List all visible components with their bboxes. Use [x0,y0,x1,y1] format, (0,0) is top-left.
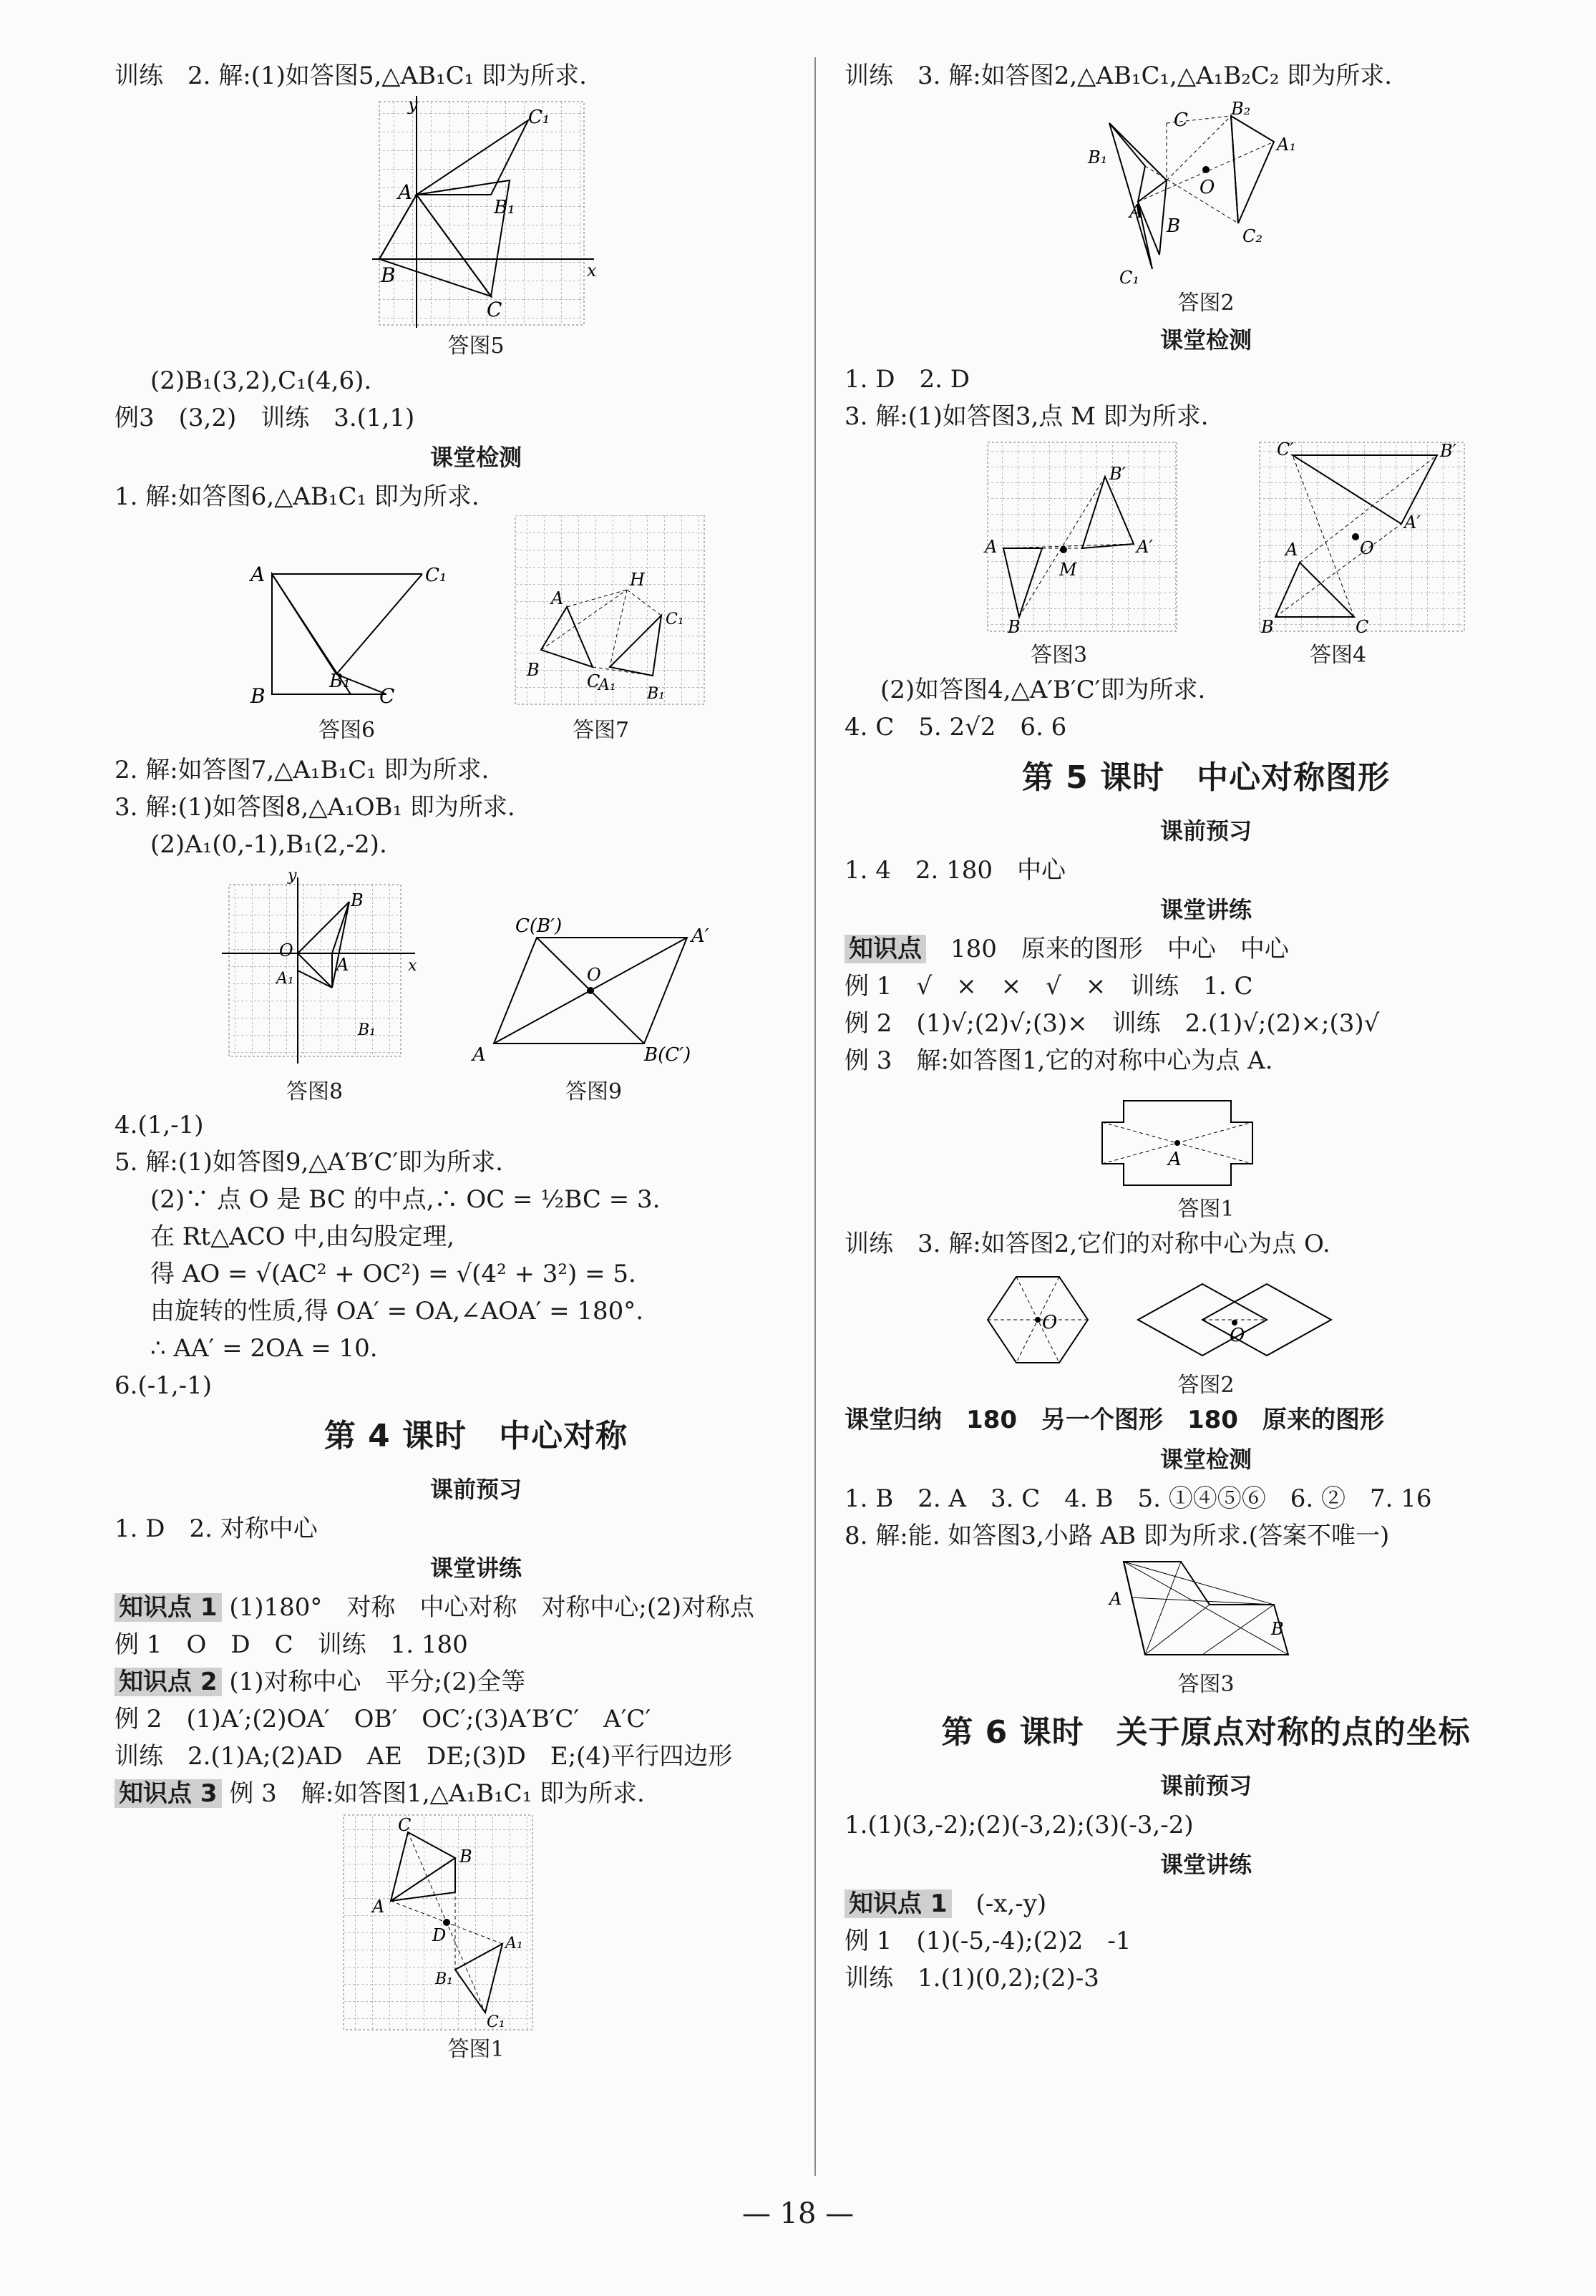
knowledge-tag: 知识点 1 [115,1593,222,1622]
knowledge-point-1 [845,1885,1567,1922]
svg-text:O: O [587,965,601,985]
figure-b2 [845,1263,1567,1370]
lesson-heading: 第 4 课时 中心对称 [323,1418,628,1454]
svg-text:C₁: C₁ [487,2013,505,2031]
svg-text:A: A [1129,201,1143,223]
section-subheading: 课前预习 [1159,1772,1252,1799]
svg-text:A′: A′ [1137,537,1153,557]
svg-text:B: B [381,263,396,287]
line: 例3 (3,2) 训练 3.(1,1) [115,404,415,432]
line: (2)∵ 点 O 是 BC 的中点,∴ OC = ½BC = 3. [150,1185,661,1214]
knowledge-text: (1)180° 对称 中心对称 对称中心;(2)对称点 [229,1593,754,1622]
svg-text:A: A [398,180,413,204]
svg-text:C: C [1174,110,1188,131]
svg-text:B(C′): B(C′) [644,1044,691,1066]
svg-text:A: A [985,537,998,557]
line: 4.(1,-1) [115,1111,204,1139]
svg-text:x: x [587,261,597,281]
line: 例 1 (1)(-5,-4);(2)2 -1 [845,1927,1132,1955]
lesson-heading: 第 6 课时 关于原点对称的点的坐标 [941,1714,1471,1751]
line: 1. D 2. 对称中心 [115,1514,318,1543]
section-subheading: 课堂讲练 [1159,1851,1252,1878]
grid-figure-1 [115,1812,830,2034]
svg-text:B₁: B₁ [494,197,515,218]
line: 训练 2. 解:(1)如答图5,△AB₁C₁ 即为所求. [115,62,587,90]
line: 例 3 解:如答图1,它的对称中心为点 A. [845,1046,1273,1075]
svg-text:B₁: B₁ [647,685,665,703]
knowledge-text: 180 原来的图形 中心 中心 [950,935,1289,963]
line: 由旋转的性质,得 OA′ = OA,∠AOA′ = 180°. [150,1297,644,1325]
left-column [115,57,837,2066]
knowledge-point [845,930,1567,968]
svg-text:C(B′): C(B′) [515,915,563,937]
svg-text:O: O [1360,538,1374,558]
svg-text:C₁: C₁ [1119,268,1139,288]
svg-text:C₂: C₂ [1242,226,1262,246]
svg-text:B: B [1261,617,1274,636]
line: 3. 解:(1)如答图8,△A₁OB₁ 即为所求. [115,793,515,822]
caption: 答图2 [1177,291,1235,316]
svg-text:A: A [336,955,349,975]
svg-text:C: C [379,684,395,708]
cross-shape-svg [845,1079,1560,1194]
line: 例 1 O D C 训练 1. 180 [115,1630,468,1659]
figure-8-9-svg [115,863,830,1071]
line: 5. 解:(1)如答图9,△A′B′C′即为所求. [115,1148,503,1177]
section-subheading: 课堂检测 [1159,1446,1252,1473]
caption: 答图4 [1310,643,1367,668]
lesson-heading: 第 5 课时 中心对称图形 [1021,759,1391,796]
line: (2)如答图4,△A′B′C′即为所求. [880,676,1206,704]
svg-text:B: B [351,890,364,910]
svg-text:M: M [1059,560,1077,580]
svg-text:A: A [551,588,564,608]
line: 8. 解:能. 如答图3,小路 AB 即为所求.(答案不唯一) [845,1522,1390,1550]
caption: 答图5 [447,334,505,359]
svg-text:B₁: B₁ [358,1021,376,1039]
svg-text:B: B [459,1847,472,1867]
svg-text:B: B [1008,617,1021,636]
svg-text:A₁: A₁ [276,970,294,988]
svg-text:B: B [250,684,266,708]
svg-text:O: O [1042,1312,1058,1333]
line: (2)A₁(0,-1),B₁(2,-2). [150,830,387,859]
svg-text:B₁: B₁ [435,1970,453,1988]
figures-3-4 [845,435,1567,636]
caption: 答图1 [1177,1197,1235,1222]
svg-text:A: A [372,1897,385,1917]
svg-text:y: y [408,94,418,115]
knowledge-tag: 知识点 2 [115,1668,222,1696]
svg-text:A: A [1285,540,1298,560]
caption: 答图7 [573,718,630,743]
hexagon-rhombus-svg [845,1263,1560,1370]
caption: 答图2 [1177,1373,1235,1398]
knowledge-tag: 知识点 [845,935,926,963]
svg-text:A: A [1168,1149,1182,1170]
svg-text:A₁: A₁ [1277,135,1296,155]
figures-8-9 [115,863,837,1071]
figure-b1 [845,1079,1567,1194]
svg-text:B₁: B₁ [1088,147,1108,167]
right-column [845,57,1567,1997]
svg-text:B′: B′ [1109,464,1127,484]
svg-text:B₂: B₂ [1231,99,1251,119]
summary-text: 课堂归纳 180 另一个图形 180 原来的图形 [845,1406,1384,1434]
svg-text:O: O [1200,177,1215,198]
svg-text:A₁: A₁ [505,1935,523,1952]
svg-text:B′: B′ [1440,441,1457,461]
line: 训练 1.(1)(0,2);(2)-3 [845,1964,1099,1993]
grid-figure-5 [115,94,830,331]
line: 1. B 2. A 3. C 4. B 5. ①④⑤⑥ 6. ② 7. 16 [845,1484,1432,1513]
svg-text:A: A [250,563,266,586]
svg-text:C₁: C₁ [666,611,684,628]
caption: 答图1 [447,2037,505,2062]
knowledge-text: (1)对称中心 平分;(2)全等 [229,1668,526,1696]
svg-text:C: C [487,298,502,321]
line: 训练 3. 解:如答图2,它们的对称中心为点 O. [845,1230,1330,1258]
figure-6-7-svg [115,515,830,730]
line: 例 2 (1)√;(2)√;(3)× 训练 2.(1)√;(2)×;(3)√ [845,1009,1380,1038]
svg-text:y: y [288,867,297,885]
line: ∴ AA′ = 2OA = 10. [150,1334,378,1363]
section-subheading: 课堂检测 [1159,326,1252,354]
caption: 答图6 [318,718,376,743]
section-subheading: 课前预习 [1159,817,1252,845]
line: 例 2 (1)A′;(2)OA′ OB′ OC′;(3)A′B′C′ A′C′ [115,1705,651,1733]
line: 6.(-1,-1) [115,1371,213,1400]
svg-text:A′: A′ [1404,512,1421,532]
svg-text:O: O [279,940,293,960]
line: (2)B₁(3,2),C₁(4,6). [150,366,372,395]
figure-3-4-svg [845,435,1567,636]
line: 1.(1)(3,-2);(2)(-3,2);(3)(-3,-2) [845,1811,1194,1839]
figure-2-top [845,94,1567,288]
knowledge-tag: 知识点 1 [845,1889,952,1918]
path-figure-svg [845,1555,1560,1669]
caption: 答图8 [286,1079,344,1104]
figure-1-left [115,1812,837,2034]
line: 训练 3. 解:如答图2,△AB₁C₁,△A₁B₂C₂ 即为所求. [845,62,1393,90]
line: 3. 解:(1)如答图3,点 M 即为所求. [845,402,1209,431]
svg-text:C₁: C₁ [528,107,550,128]
line: 1. 4 2. 180 中心 [845,856,1066,885]
svg-text:B: B [1167,215,1181,237]
svg-text:C′: C′ [1277,439,1294,459]
knowledge-point-3 [115,1775,837,1812]
line: 4. C 5. 2√2 6. 6 [845,713,1067,741]
line: 1. D 2. D [845,365,970,394]
knowledge-tag: 知识点 3 [115,1779,222,1808]
svg-text:C₁: C₁ [425,565,447,586]
knowledge-text: (-x,-y) [975,1889,1047,1918]
line: 例 1 √ × × √ × 训练 1. C [845,972,1253,1001]
page-number: — 18 — [741,2197,855,2230]
svg-text:C: C [398,1815,412,1835]
section-subheading: 课堂讲练 [429,1555,522,1582]
line: 训练 2.(1)A;(2)AD AE DE;(3)D E;(4)平行四边形 [115,1742,733,1771]
line: 2. 解:如答图7,△A₁B₁C₁ 即为所求. [115,756,490,784]
svg-text:A₁: A₁ [598,676,616,694]
figure-b3 [845,1555,1567,1669]
svg-text:x: x [408,957,417,975]
svg-text:C: C [1356,617,1369,636]
svg-text:A: A [472,1044,486,1066]
svg-text:B₁: B₁ [329,671,351,692]
line: 得 AO = √(AC² + OC²) = √(4² + 3²) = 5. [150,1260,636,1288]
knowledge-point-1 [115,1589,837,1626]
svg-text:D: D [432,1925,447,1945]
figure-5 [115,94,837,331]
caption: 答图9 [565,1079,623,1104]
knowledge-text: 例 3 解:如答图1,△A₁B₁C₁ 即为所求. [229,1779,645,1808]
svg-text:A: A [1109,1589,1122,1609]
line: 在 Rt△ACO 中,由勾股定理, [150,1222,455,1251]
figures-6-7 [115,515,837,743]
line [845,1401,1567,1439]
knowledge-point-2 [115,1663,837,1701]
caption: 答图3 [1177,1672,1235,1697]
section-subheading: 课堂讲练 [1159,896,1252,923]
svg-text:B: B [527,660,540,680]
svg-text:O: O [1230,1325,1245,1346]
figure-2-svg [845,94,1560,288]
section-subheading: 课堂检测 [429,444,522,471]
svg-text:B: B [1271,1619,1284,1639]
svg-text:C: C [587,671,600,691]
line: 1. 解:如答图6,△AB₁C₁ 即为所求. [115,482,480,511]
svg-text:A′: A′ [691,925,709,947]
caption: 答图3 [1031,643,1088,668]
svg-text:H: H [630,570,645,590]
section-subheading: 课前预习 [429,1476,522,1503]
